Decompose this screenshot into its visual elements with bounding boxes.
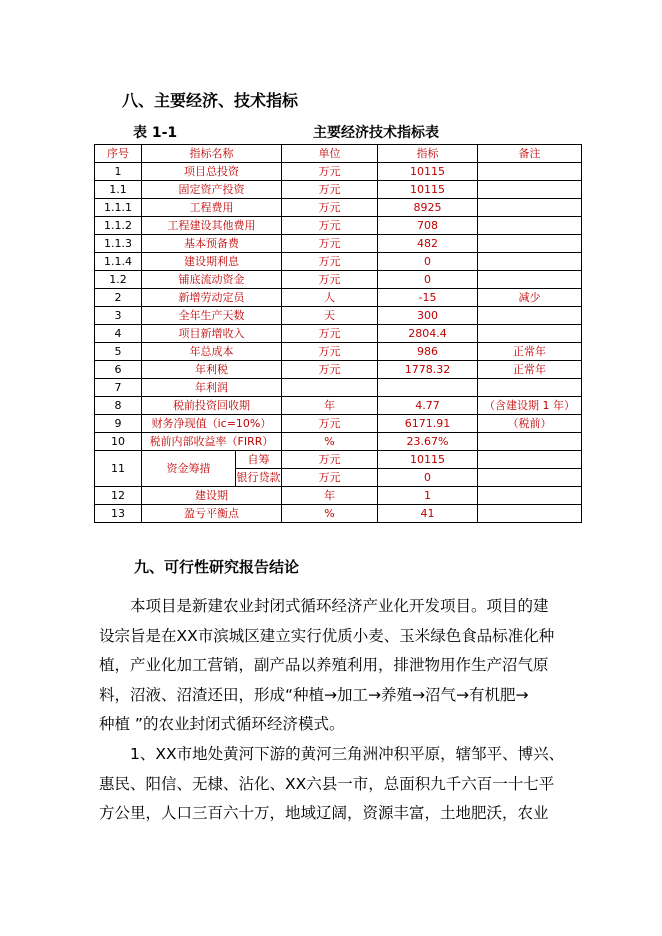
text-line: 惠民、阳信、无棣、沾化、XX六县一市，总面积九千六百一十七平 <box>99 774 555 793</box>
value-cell: 23.67% <box>378 433 478 451</box>
indicator-name-cell: 项目总投资 <box>142 163 282 181</box>
value-cell: -15 <box>378 289 478 307</box>
value-cell: 6171.91 <box>378 415 478 433</box>
note-cell <box>478 235 582 253</box>
value-cell: 4.77 <box>378 397 478 415</box>
unit-cell: 年 <box>282 487 378 505</box>
note-cell <box>478 307 582 325</box>
table-row <box>95 235 582 253</box>
unit-cell: 万元 <box>282 343 378 361</box>
header-cell: 单位 <box>282 145 378 163</box>
table-row <box>95 307 582 325</box>
note-cell: 正常年 <box>478 361 582 379</box>
table-row <box>95 361 582 379</box>
table-row <box>95 163 582 181</box>
table-row <box>95 271 582 289</box>
note-cell <box>478 469 582 487</box>
indicator-name-cell: 税前投资回收期 <box>142 397 282 415</box>
unit-cell: 万元 <box>282 181 378 199</box>
unit-cell: % <box>282 433 378 451</box>
header-cell: 指标名称 <box>142 145 282 163</box>
row-number-cell: 8 <box>95 397 142 415</box>
text-line: 本项目是新建农业封闭式循环经济产业化开发项目。项目的建 <box>99 597 549 615</box>
indicator-name-cell: 固定资产投资 <box>142 181 282 199</box>
table-row <box>95 253 582 271</box>
note-cell <box>478 325 582 343</box>
indicator-name-cell: 建设期利息 <box>142 253 282 271</box>
value-cell: 41 <box>378 505 478 523</box>
unit-cell: 万元 <box>282 163 378 181</box>
row-number-cell: 6 <box>95 361 142 379</box>
row-number-cell: 4 <box>95 325 142 343</box>
note-cell <box>478 379 582 397</box>
note-cell: （税前） <box>478 415 582 433</box>
unit-cell: 万元 <box>282 361 378 379</box>
note-cell: 正常年 <box>478 343 582 361</box>
row-number-cell: 7 <box>95 379 142 397</box>
value-cell: 0 <box>378 469 478 487</box>
value-cell: 482 <box>378 235 478 253</box>
note-cell <box>478 487 582 505</box>
note-cell <box>478 181 582 199</box>
row-number-cell: 1.2 <box>95 271 142 289</box>
indicator-name-cell: 全年生产天数 <box>142 307 282 325</box>
table-row <box>95 415 582 433</box>
row-number-cell: 11 <box>95 451 142 487</box>
section-8-heading: 八、主要经济、技术指标 <box>122 91 299 110</box>
header-cell: 备注 <box>478 145 582 163</box>
unit-cell: 万元 <box>282 469 378 487</box>
unit-cell: 人 <box>282 289 378 307</box>
table-title: 主要经济技术指标表 <box>313 125 439 141</box>
value-cell: 986 <box>378 343 478 361</box>
unit-cell: 万元 <box>282 415 378 433</box>
header-cell: 序号 <box>95 145 142 163</box>
unit-cell <box>282 379 378 397</box>
row-number-cell: 3 <box>95 307 142 325</box>
indicator-name-cell: 年利税 <box>142 361 282 379</box>
row-number-cell: 1.1.1 <box>95 199 142 217</box>
indicator-name-cell: 铺底流动资金 <box>142 271 282 289</box>
row-number-cell: 1 <box>95 163 142 181</box>
unit-cell: 天 <box>282 307 378 325</box>
indicator-name-cell: 建设期 <box>142 487 282 505</box>
text-line: 方公里，人口三百六十万，地域辽阔，资源丰富，土地肥沃，农业 <box>99 804 549 822</box>
note-cell <box>478 433 582 451</box>
unit-cell: 万元 <box>282 451 378 469</box>
row-number-cell: 10 <box>95 433 142 451</box>
unit-cell: 万元 <box>282 199 378 217</box>
value-cell: 10115 <box>378 451 478 469</box>
row-number-cell: 13 <box>95 505 142 523</box>
row-number-cell: 1.1.4 <box>95 253 142 271</box>
value-cell: 0 <box>378 253 478 271</box>
indicator-table <box>94 144 582 523</box>
indicator-name-cell: 年总成本 <box>142 343 282 361</box>
value-cell: 2804.4 <box>378 325 478 343</box>
table-row <box>95 181 582 199</box>
unit-cell: 万元 <box>282 325 378 343</box>
note-cell: （含建设期 1 年） <box>478 397 582 415</box>
table-row <box>95 325 582 343</box>
row-number-cell: 9 <box>95 415 142 433</box>
indicator-name-cell: 盈亏平衡点 <box>142 505 282 523</box>
section-9-heading: 九、可行性研究报告结论 <box>134 558 300 576</box>
unit-cell: 万元 <box>282 217 378 235</box>
table-row <box>95 487 582 505</box>
text-line: 设宗旨是在XX市滨城区建立实行优质小麦、玉米绿色食品标准化种 <box>99 626 555 645</box>
indicator-name-cell: 年利润 <box>142 379 282 397</box>
unit-cell: 万元 <box>282 271 378 289</box>
text-line: 植，产业化加工营销，副产品以养殖利用，排泄物用作生产沼气原 <box>99 656 549 674</box>
value-cell: 1778.32 <box>378 361 478 379</box>
table-label: 表 1-1 <box>133 125 178 141</box>
conclusion-paragraph <box>99 592 569 740</box>
row-number-cell: 2 <box>95 289 142 307</box>
table-row <box>95 217 582 235</box>
note-cell <box>478 451 582 469</box>
value-cell: 0 <box>378 271 478 289</box>
value-cell: 1 <box>378 487 478 505</box>
note-cell <box>478 505 582 523</box>
row-number-cell: 5 <box>95 343 142 361</box>
value-cell: 300 <box>378 307 478 325</box>
indicator-name-cell: 新增劳动定员 <box>142 289 282 307</box>
unit-cell: 年 <box>282 397 378 415</box>
value-cell: 10115 <box>378 181 478 199</box>
table-row <box>95 379 582 397</box>
table-header-row <box>95 145 582 163</box>
indicator-name-cell: 项目新增收入 <box>142 325 282 343</box>
funding-source-cell: 银行贷款 <box>236 469 282 487</box>
table-row <box>95 433 582 451</box>
funding-source-cell: 自筹 <box>236 451 282 469</box>
indicator-name-cell: 基本预备费 <box>142 235 282 253</box>
note-cell <box>478 199 582 217</box>
value-cell: 708 <box>378 217 478 235</box>
value-cell: 8925 <box>378 199 478 217</box>
table-row <box>95 505 582 523</box>
note-cell <box>478 253 582 271</box>
row-number-cell: 1.1.2 <box>95 217 142 235</box>
table-row <box>95 343 582 361</box>
note-cell <box>478 271 582 289</box>
table-row <box>95 397 582 415</box>
unit-cell: % <box>282 505 378 523</box>
value-cell <box>378 379 478 397</box>
value-cell: 10115 <box>378 163 478 181</box>
note-cell <box>478 163 582 181</box>
indicator-name-cell: 工程费用 <box>142 199 282 217</box>
header-cell: 指标 <box>378 145 478 163</box>
unit-cell: 万元 <box>282 235 378 253</box>
row-number-cell: 1.1 <box>95 181 142 199</box>
text-line: 1、XX市地处黄河下游的黄河三角洲冲积平原，辖邹平、博兴、 <box>99 745 565 763</box>
row-number-cell: 1.1.3 <box>95 235 142 253</box>
text-line: 种植 ”的农业封闭式循环经济模式。 <box>99 715 345 733</box>
table-row <box>95 451 582 469</box>
note-cell <box>478 217 582 235</box>
indicator-name-cell: 工程建设其他费用 <box>142 217 282 235</box>
unit-cell: 万元 <box>282 253 378 271</box>
note-cell: 减少 <box>478 289 582 307</box>
indicator-name-cell: 税前内部收益率（FIRR） <box>142 433 282 451</box>
indicator-name-cell: 财务净现值（ic=10%） <box>142 415 282 433</box>
indicator-name-cell: 资金筹措 <box>142 451 236 487</box>
conclusion-paragraph-point-1 <box>99 740 569 829</box>
text-line: 料，沼液、沼渣还田，形成“种植→加工→养殖→沼气→有机肥→ <box>99 685 529 704</box>
row-number-cell: 12 <box>95 487 142 505</box>
table-row <box>95 199 582 217</box>
table-row <box>95 289 582 307</box>
